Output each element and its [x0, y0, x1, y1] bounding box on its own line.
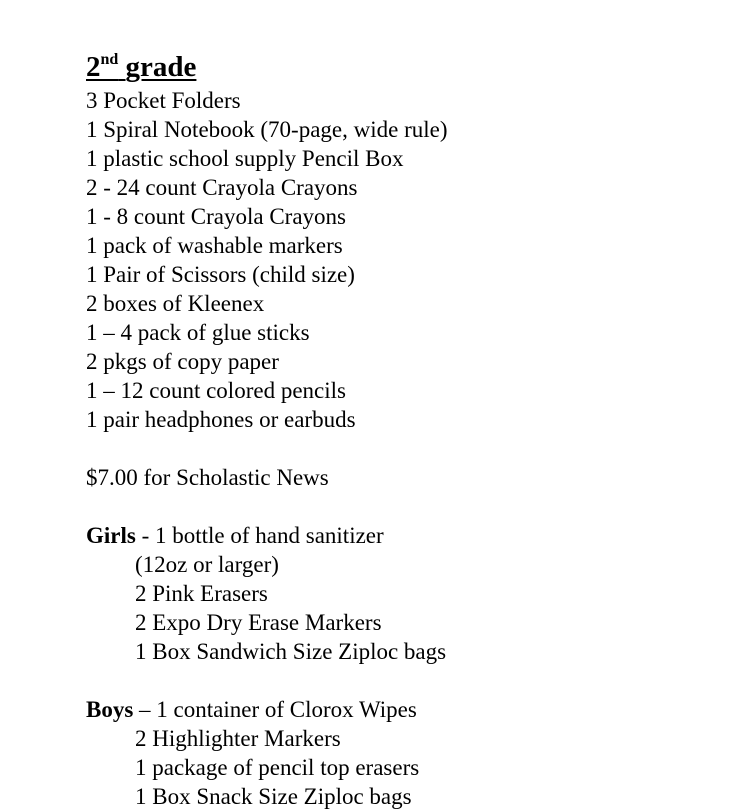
scholastic-news-fee: $7.00 for Scholastic News	[86, 465, 329, 490]
boys-section	[86, 695, 726, 811]
list-item: 2 Highlighter Markers	[135, 726, 341, 751]
list-item: 1 package of pencil top erasers	[135, 755, 420, 780]
list-item: 1 – 12 count colored pencils	[86, 378, 346, 403]
spacer	[86, 492, 726, 521]
list-item: 1 Pair of Scissors (child size)	[86, 262, 355, 287]
boys-first-item: – 1 container of Clorox Wipes	[133, 697, 417, 722]
list-item: 1 - 8 count Crayola Crayons	[86, 204, 346, 229]
boys-label: Boys	[86, 697, 134, 722]
list-item: 1 pair headphones or earbuds	[86, 407, 356, 432]
list-item: 1 pack of washable markers	[86, 233, 343, 258]
list-item: 2 pkgs of copy paper	[86, 349, 279, 374]
list-item: 1 Box Snack Size Ziploc bags	[135, 784, 412, 809]
list-item: 3 Pocket Folders	[86, 88, 241, 113]
list-item: 1 – 4 pack of glue sticks	[86, 320, 310, 345]
girls-section	[86, 521, 726, 666]
spacer	[86, 666, 726, 695]
list-item: 1 plastic school supply Pencil Box	[86, 146, 404, 171]
general-supplies-list	[86, 86, 726, 434]
list-item: 2 - 24 count Crayola Crayons	[86, 175, 358, 200]
list-item: 2 Pink Erasers	[135, 581, 268, 606]
grade-number: 2	[86, 51, 101, 83]
girls-first-line	[86, 521, 726, 550]
boys-first-line	[86, 695, 726, 724]
list-item: (12oz or larger)	[135, 552, 279, 577]
list-item: 1 Box Sandwich Size Ziploc bags	[135, 639, 447, 664]
grade-word: grade	[125, 51, 197, 83]
list-item: 2 boxes of Kleenex	[86, 291, 265, 316]
girls-first-item: - 1 bottle of hand sanitizer	[135, 523, 384, 548]
girls-label: Girls	[86, 523, 136, 548]
supply-list-document	[86, 48, 726, 811]
spacer	[86, 434, 726, 463]
page-title	[86, 48, 726, 86]
list-item: 1 Spiral Notebook (70-page, wide rule)	[86, 117, 448, 142]
list-item: 2 Expo Dry Erase Markers	[135, 610, 382, 635]
grade-ordinal-suffix: nd	[100, 51, 119, 68]
